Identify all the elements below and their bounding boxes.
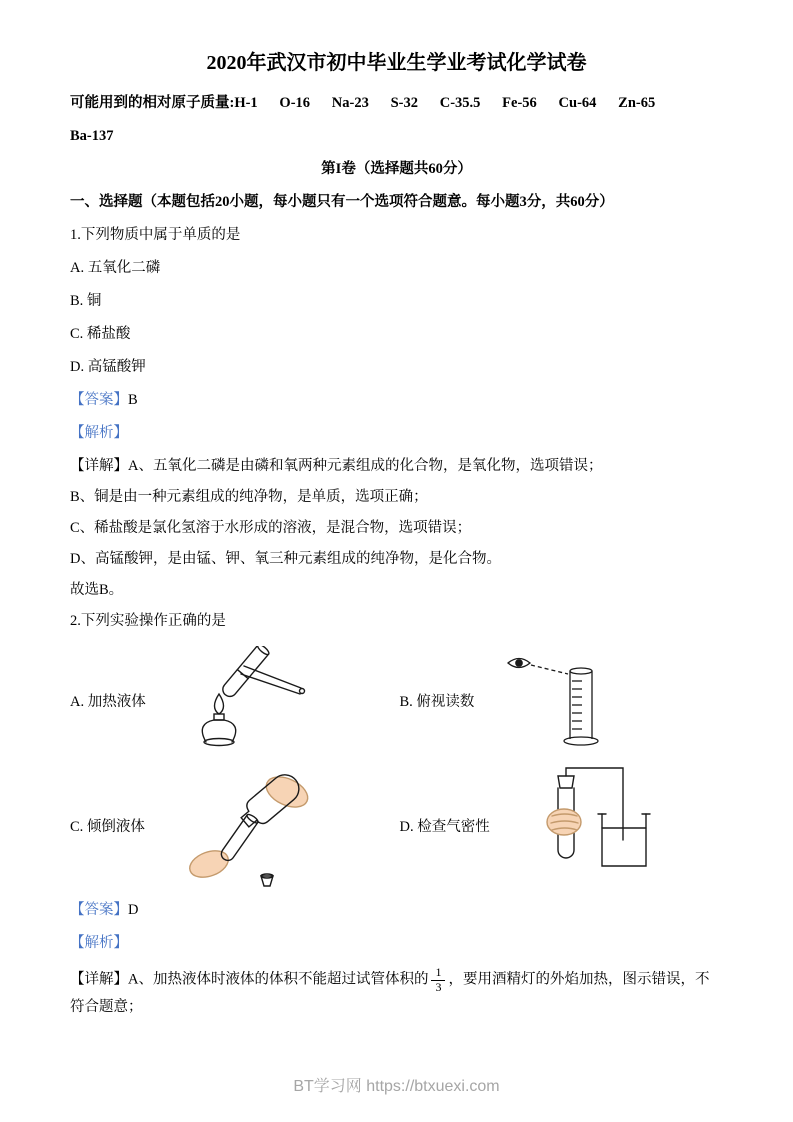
hand-icon bbox=[186, 846, 232, 882]
atomic-mass-line-1: 可能用到的相对原子质量:H-1 O-16 Na-23 S-32 C-35.5 Fe-56 Cu-64 Zn-65 bbox=[70, 95, 656, 111]
q2-analysis-label: 【解析】 bbox=[70, 935, 128, 951]
q1-answer-label: 【答案】 bbox=[70, 392, 128, 408]
part-title: 一、选择题（本题包括20小题，每小题只有一个选项符合题意。每小题3分，共60分） bbox=[70, 194, 614, 210]
gas-tightness-figure bbox=[518, 762, 668, 888]
stopper-icon bbox=[261, 874, 273, 886]
q1-detail-line: C、稀盐酸是氯化氢溶于水形成的溶液，是混合物，选项错误； bbox=[70, 520, 472, 536]
q2-analysis-line bbox=[70, 933, 723, 953]
site-watermark: BT学习网 https://btxuexi.com bbox=[293, 1078, 500, 1095]
q2-option-a-label: A. 加热液体 bbox=[70, 693, 146, 710]
beaker-icon bbox=[602, 814, 646, 866]
q2-answer-value: D bbox=[128, 902, 139, 918]
q1-detail-line: D、高锰酸钾，是由锰、钾、氧三种元素组成的纯净物，是化合物。 bbox=[70, 551, 501, 567]
q1-stem: 1.下列物质中属于单质的是 bbox=[70, 227, 241, 243]
q2-detail-suffix: ，要用酒精灯的外焰加热，图示错误，不符合题意； bbox=[70, 971, 710, 1015]
hand-icon bbox=[261, 771, 312, 813]
q2-option-d-label: D. 检查气密性 bbox=[399, 818, 490, 835]
heating-liquid-figure bbox=[174, 646, 314, 754]
q2-stem: 2.下列实验操作正确的是 bbox=[70, 613, 226, 629]
eye-icon bbox=[508, 659, 530, 668]
reading-volume-figure bbox=[502, 649, 624, 751]
q2-detail-prefix: 【详解】A、加热液体时液体的体积不能超过试管体积的 bbox=[70, 971, 429, 988]
q1-detail-line: B、铜是由一种元素组成的纯净物，是单质，选项正确； bbox=[70, 489, 428, 505]
q2-option-c-label: C. 倾倒液体 bbox=[70, 818, 145, 835]
document-title: 2020年武汉市初中毕业生学业考试化学试卷 bbox=[206, 52, 587, 74]
pouring-liquid-figure bbox=[173, 758, 333, 892]
q1-analysis-line bbox=[70, 423, 723, 443]
q2-answer-line bbox=[70, 900, 723, 920]
q2-option-a bbox=[70, 644, 394, 756]
q1-option-b: B. 铜 bbox=[70, 293, 102, 309]
q1-answer-line bbox=[70, 390, 723, 410]
q2-option-d bbox=[400, 756, 724, 894]
q1-detail-line: 【详解】A、五氧化二磷是由磷和氧两种元素组成的化合物，是氧化物，选项错误； bbox=[70, 458, 603, 474]
q2-option-b-label: B. 俯视读数 bbox=[399, 693, 475, 710]
atomic-mass-line-2: Ba-137 bbox=[70, 128, 114, 144]
q2-options-grid bbox=[70, 644, 723, 894]
section-title: 第I卷（选择题共60分） bbox=[321, 161, 472, 177]
q1-option-d: D. 高锰酸钾 bbox=[70, 359, 146, 375]
q2-option-c bbox=[70, 756, 394, 894]
fraction-one-third: $\frac{1}{3}$ bbox=[431, 966, 445, 995]
q2-answer-label: 【答案】 bbox=[70, 902, 128, 918]
q2-option-b bbox=[400, 644, 724, 756]
flame-icon bbox=[214, 694, 223, 714]
q1-analysis-label: 【解析】 bbox=[70, 425, 128, 441]
q1-option-c: C. 稀盐酸 bbox=[70, 326, 131, 342]
q1-answer-value: B bbox=[128, 392, 138, 408]
q1-detail-line: 故选B。 bbox=[70, 582, 124, 598]
q1-option-a: A. 五氧化二磷 bbox=[70, 260, 161, 276]
q2-detail-line bbox=[70, 966, 723, 1019]
stopper-icon bbox=[558, 776, 574, 788]
